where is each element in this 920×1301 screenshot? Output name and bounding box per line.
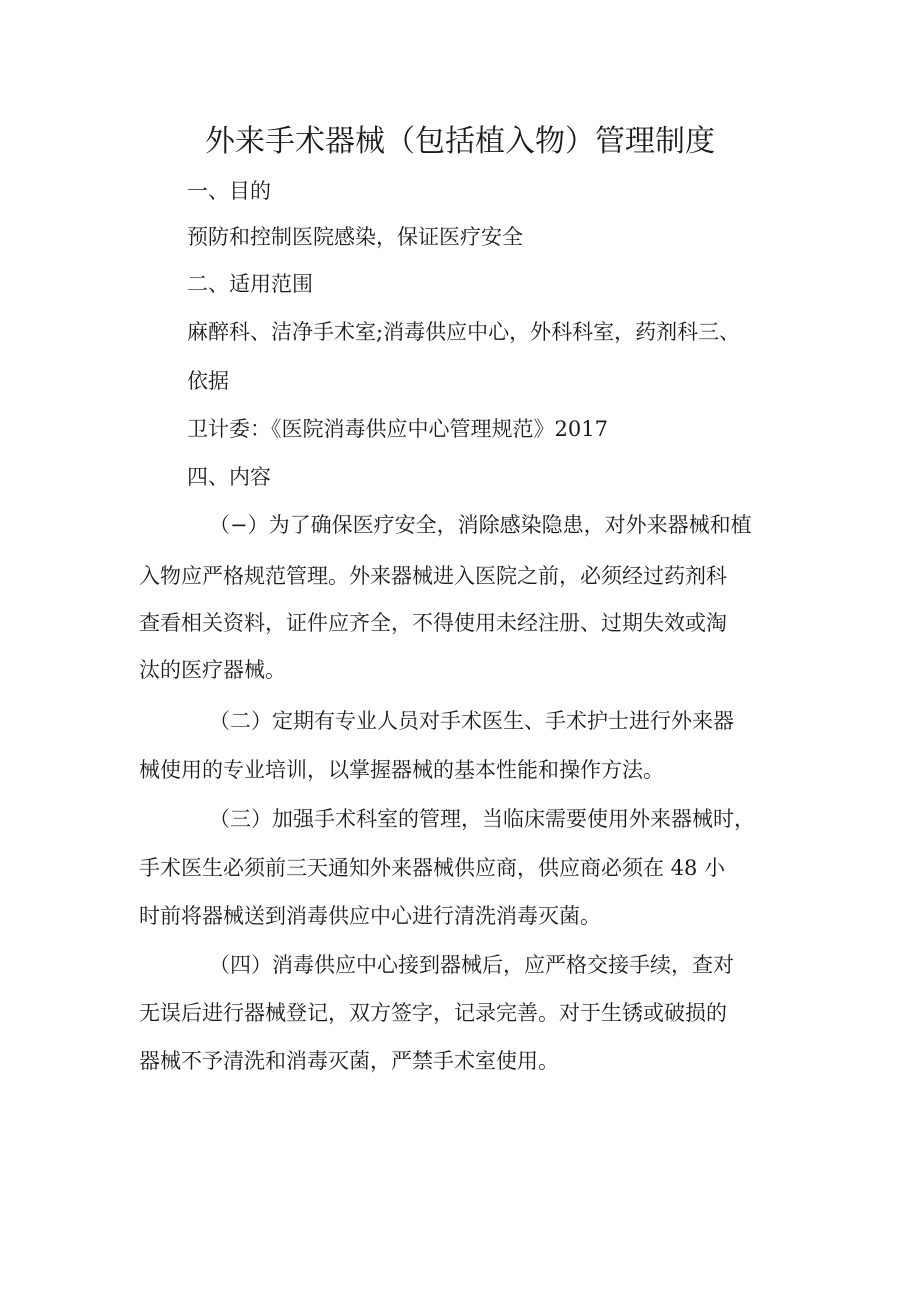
paragraph-1-line-1: （−）为了确保医疗安全，消除感染隐患，对外来器械和植 bbox=[209, 513, 752, 537]
paragraph-4-line-1: （四）消毒供应中心接到器械后，应严格交接手续，查对 bbox=[209, 953, 734, 977]
paragraph-3-line-3: 时前将器械送到消毒供应中心进行清洗消毒灭菌。 bbox=[139, 904, 601, 928]
paragraph-3-line-2: 手术医生必须前三天通知外来器械供应商，供应商必须在 48 小 bbox=[139, 856, 726, 880]
paragraph-4-line-3: 器械不予清洗和消毒灭菌，严禁手术室使用。 bbox=[139, 1049, 559, 1073]
paragraph-1-line-3: 查看相关资料，证件应齐全，不得使用未经注册、过期失效或淘 bbox=[139, 611, 727, 635]
section-body-scope: 麻醉科、洁净手术室;消毒供应中心，外科科室，药剂科三、 bbox=[187, 320, 741, 344]
paragraph-1-line-4: 汰的医疗器械。 bbox=[139, 658, 286, 682]
section-heading-basis: 依据 bbox=[187, 369, 229, 393]
section-heading-content: 四、内容 bbox=[187, 465, 271, 489]
paragraph-2-line-1: （二）定期有专业人员对手术医生、手术护士进行外来器 bbox=[209, 709, 734, 733]
section-body-basis: 卫计委：《医院消毒供应中心管理规范》2017 bbox=[187, 417, 608, 441]
section-body-purpose: 预防和控制医院感染，保证医疗安全 bbox=[187, 225, 523, 249]
section-heading-scope: 二、适用范围 bbox=[187, 272, 313, 296]
paragraph-1-line-2: 入物应严格规范管理。外来器械进入医院之前，必须经过药剂科 bbox=[139, 564, 727, 588]
section-heading-purpose: 一、目的 bbox=[187, 179, 271, 203]
paragraph-4-line-2: 无误后进行器械登记，双方签字，记录完善。对于生锈或破损的 bbox=[139, 1001, 727, 1025]
document-title: 外来手术器械（包括植入物）管理制度 bbox=[205, 124, 715, 159]
paragraph-3-line-1: （三）加强手术科室的管理，当临床需要使用外来器械时， bbox=[209, 807, 755, 831]
paragraph-2-line-2: 械使用的专业培训，以掌握器械的基本性能和操作方法。 bbox=[139, 758, 664, 782]
